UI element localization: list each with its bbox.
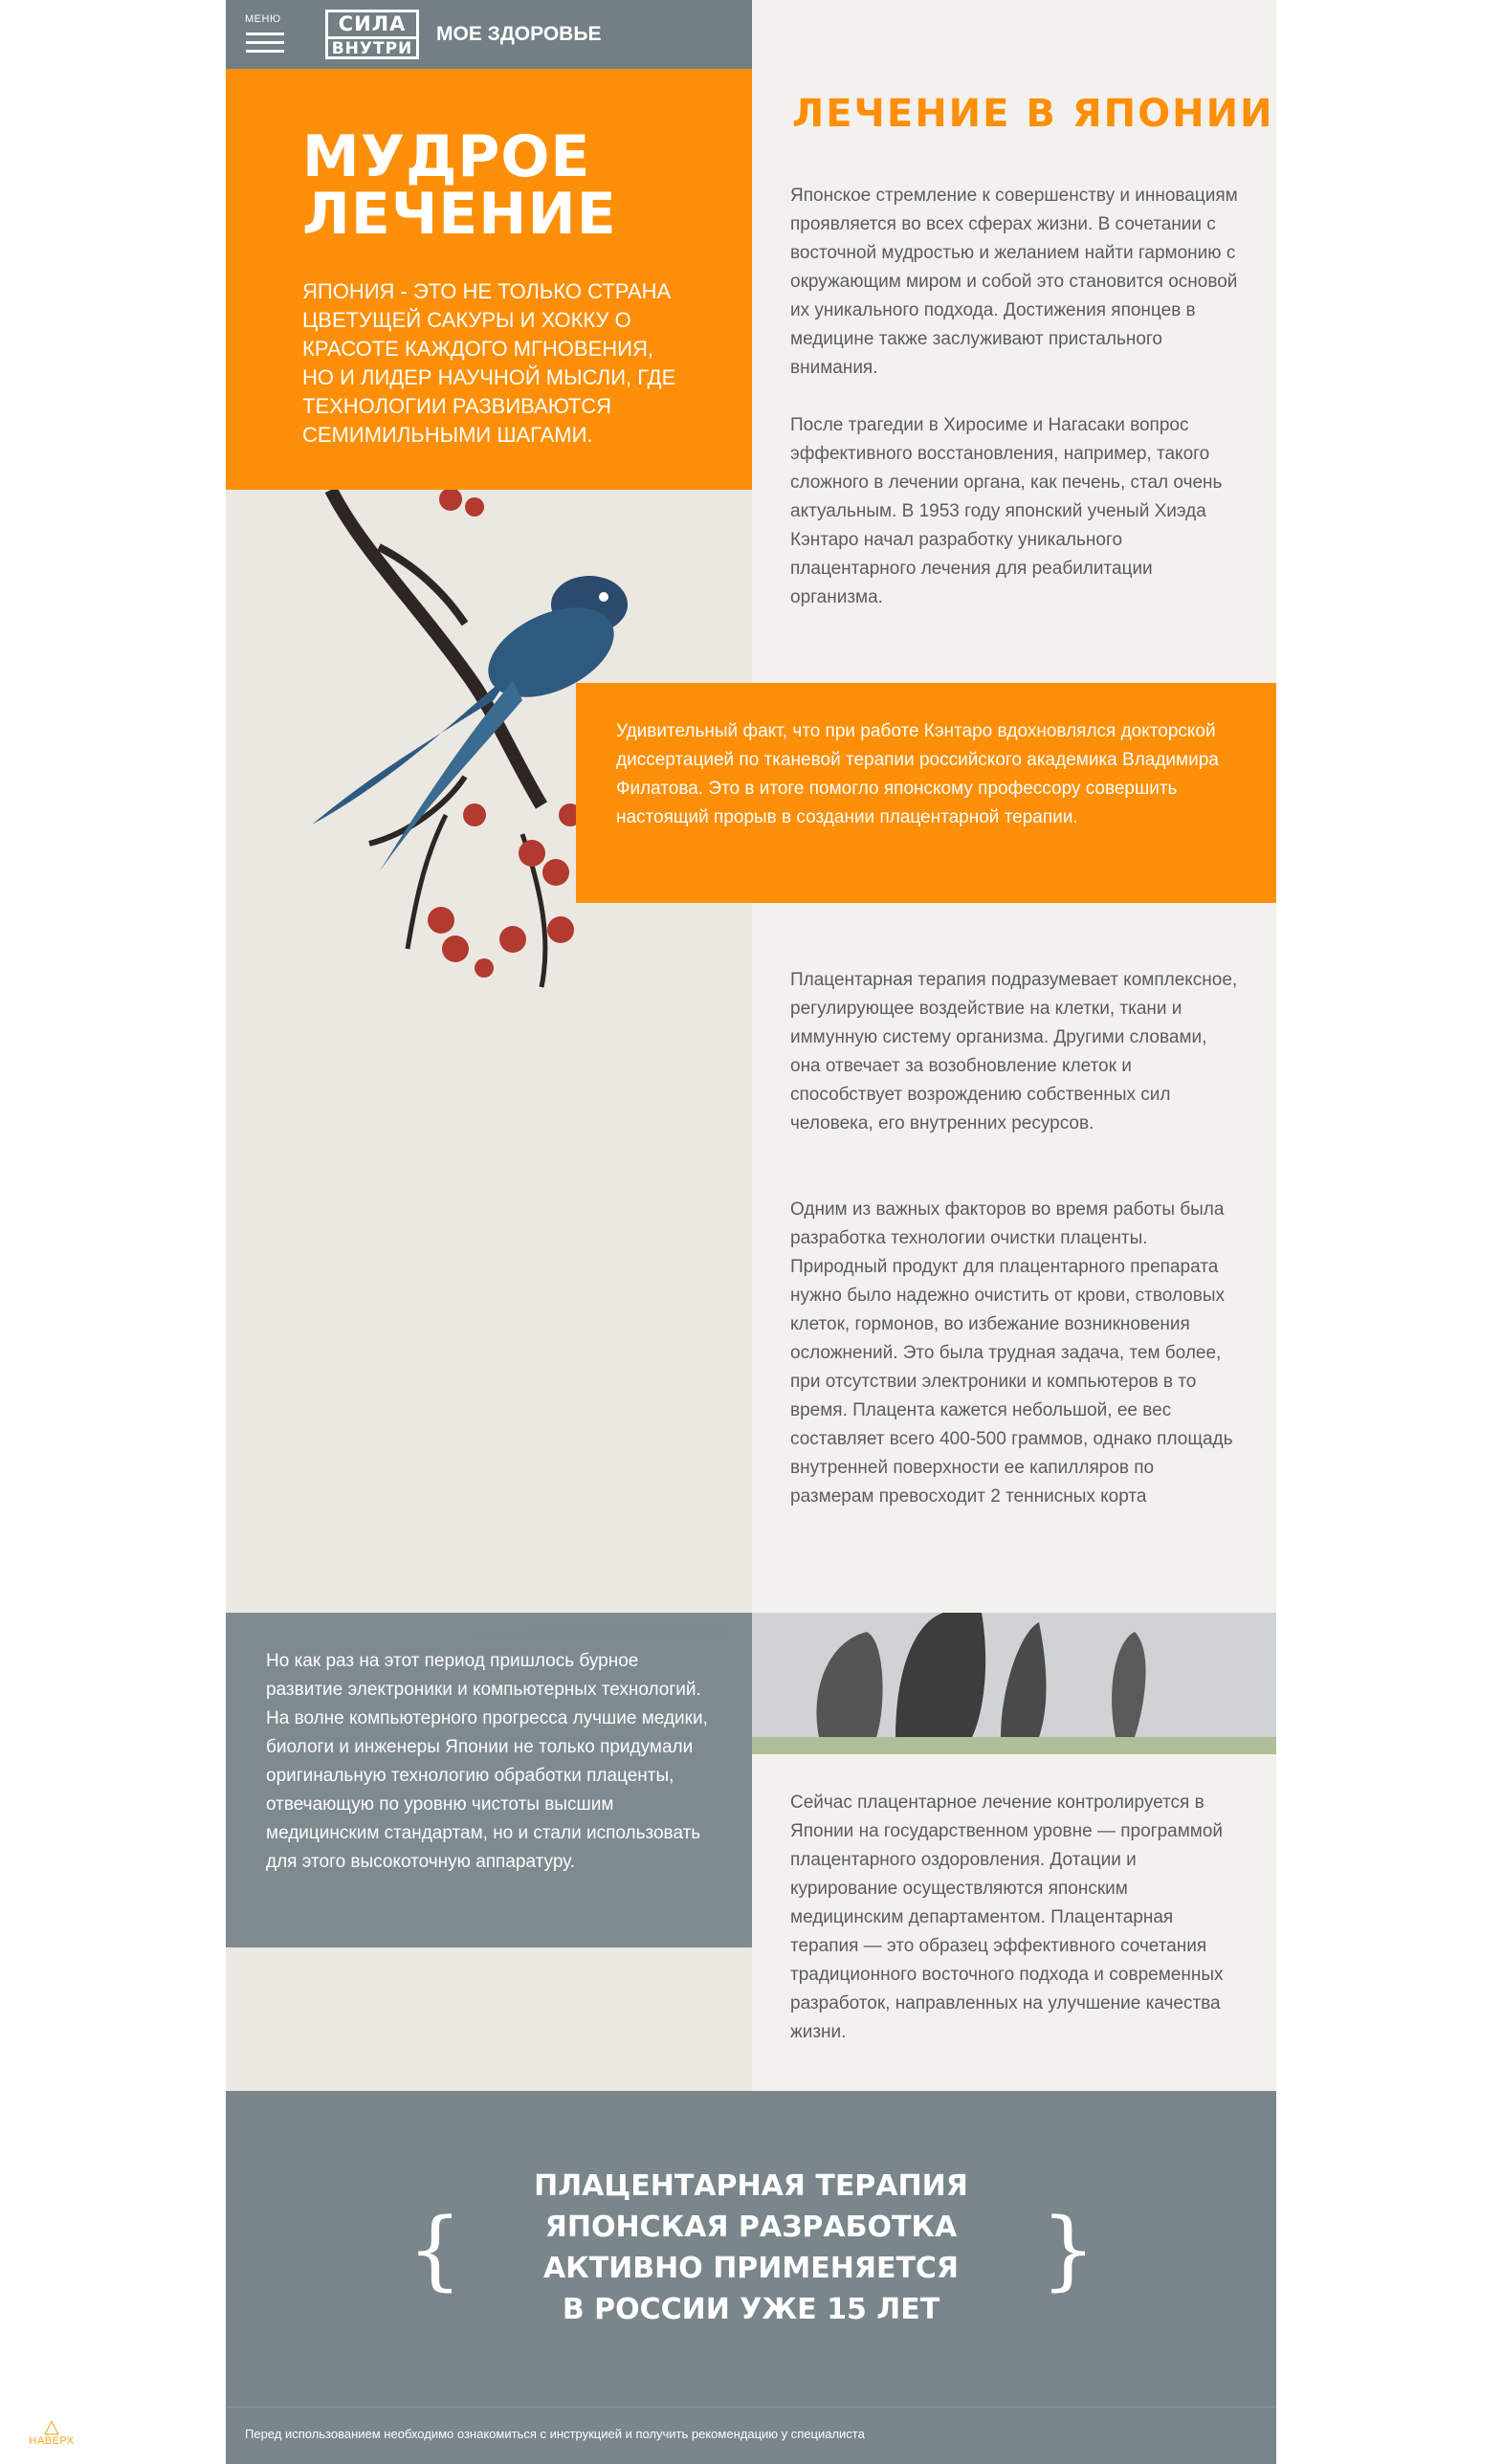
brand-name[interactable]: МОЕ ЗДОРОВЬЕ bbox=[436, 23, 602, 45]
paragraph-1: Японское стремление к совершенству и инновациям проявляется во всех сферах жизни. В сочетании с восточной мудростью и желанием найти гармонию с окружающим миром и собой это становится основой их уникального подхода. Достижения японцев в медицине также заслуживают пристального внимания. bbox=[790, 186, 1238, 378]
logo-line-1: СИЛА bbox=[338, 12, 407, 35]
banner-line-4: В РОССИИ УЖЕ 15 ЛЕТ bbox=[562, 2293, 940, 2326]
up-arrow-icon: △ bbox=[44, 2416, 59, 2437]
logo-line-2: ВНУТРИ bbox=[328, 36, 416, 58]
bottom-banner bbox=[226, 2091, 1276, 2407]
highlight-text: Удивительный факт, что при работе Кэнтаро вдохновлялся докторской диссертацией по тканевой терапии российского академика Владимира Филатова. Это в итоге помогло японскому профессору совершить настоящий прорыв в создании плацентарной терапии. bbox=[616, 721, 1219, 827]
footer bbox=[226, 2407, 1276, 2464]
banner-line-2: ЯПОНСКАЯ РАЗРАБОТКА bbox=[544, 2211, 958, 2244]
back-to-top-label: НАВЕРХ bbox=[29, 2435, 75, 2447]
paragraph-5: Сейчас плацентарное лечение контролируется в Японии на государственном уровне — программой плацентарного оздоровления. Дотации и курирование осуществляются японским медицинским департаментом. Плацентарная терапия — это образец эффективного сочетания традиционного восточного подхода и современных разработок, направленных на улучшение качества жизни. bbox=[790, 1793, 1224, 2042]
hero-title bbox=[302, 123, 617, 248]
stones-illustration bbox=[752, 1613, 1276, 1754]
page bbox=[226, 0, 1276, 2464]
section-title: ЛЕЧЕНИЕ В ЯПОНИИ bbox=[792, 92, 1274, 136]
gray-info-box bbox=[226, 1613, 752, 1947]
left-brace-icon: { bbox=[408, 2200, 463, 2300]
footer-disclaimer: Перед использованием необходимо ознакомиться с инструкцией и получить рекомендацию у специалиста bbox=[245, 2427, 865, 2441]
banner-line-3: АКТИВНО ПРИМЕНЯЕТСЯ bbox=[542, 2252, 960, 2285]
banner-text bbox=[226, 2166, 1276, 2330]
highlight-box bbox=[576, 683, 1276, 903]
menu-label[interactable]: МЕНЮ bbox=[245, 13, 281, 25]
paragraph-3: Плацентарная терапия подразумевает комплексное, регулирующее воздействие на клетки, ткани и иммунную систему организма. Другими словами, она отвечает за возобновление клеток и способствует возрождению собственных сил человека, его внутренних ресурсов. bbox=[790, 970, 1238, 1133]
hero-block bbox=[226, 69, 752, 490]
logo[interactable] bbox=[325, 10, 419, 59]
back-to-top-button[interactable] bbox=[23, 2418, 80, 2447]
right-brace-icon: } bbox=[1041, 2200, 1096, 2300]
hero-title-line-2: ЛЕЧЕНИЕ bbox=[302, 181, 617, 248]
header-spacer bbox=[752, 0, 1276, 69]
paragraph-2: После трагедии в Хиросиме и Нагасаки вопрос эффективного восстановления, например, такого сложного в лечении органа, как печень, стал очень актуальным. В 1953 году японский ученый Хиэда Кэнтаро начал разработку уникального плацентарного лечения для реабилитации организма. bbox=[790, 415, 1223, 607]
paragraph-4: Одним из важных факторов во время работы была разработка технологии очистки плаценты. Природный продукт для плацентарного препарата нужно было надежно очистить от крови, стволовых клеток, гормонов, во избежание возникновения осложнений. Это была трудная задача, тем более, при отсутствии электроники и компьютеров в то время. Плацента кажется небольшой, ее вес составляет всего 400-500 граммов, однако площадь внутренней поверхности ее капилляров по размерам превосходит 2 теннисных корта bbox=[790, 1199, 1233, 1507]
banner-line-1: ПЛАЦЕНТАРНАЯ ТЕРАПИЯ bbox=[534, 2169, 968, 2203]
hero-title-line-1: МУДРОЕ bbox=[302, 123, 591, 190]
site-header bbox=[226, 0, 752, 69]
gray-info-text: Но как раз на этот период пришлось бурное развитие электроники и компьютерных технологий. На волне компьютерного прогресса лучшие медики, биологи и инженеры Японии не только придумали оригинальную технологию обработки плаценты, отвечающую по уровню чистоты высшим медицинским стандартам, но и стали использовать для этого высокоточную аппаратуру. bbox=[266, 1651, 708, 1872]
hamburger-menu-icon[interactable] bbox=[246, 33, 284, 54]
hero-text: ЯПОНИЯ - ЭТО НЕ ТОЛЬКО СТРАНА ЦВЕТУЩЕЙ САКУРЫ И ХОККУ О КРАСОТЕ КАЖДОГО МГНОВЕНИЯ, НО И ЛИДЕР НАУЧНОЙ МЫСЛИ, ГДЕ ТЕХНОЛОГИИ РАЗВИВАЮТСЯ СЕМИМИЛЬНЫМИ ШАГАМИ. bbox=[302, 279, 676, 447]
stones-icon bbox=[752, 1613, 1276, 1754]
